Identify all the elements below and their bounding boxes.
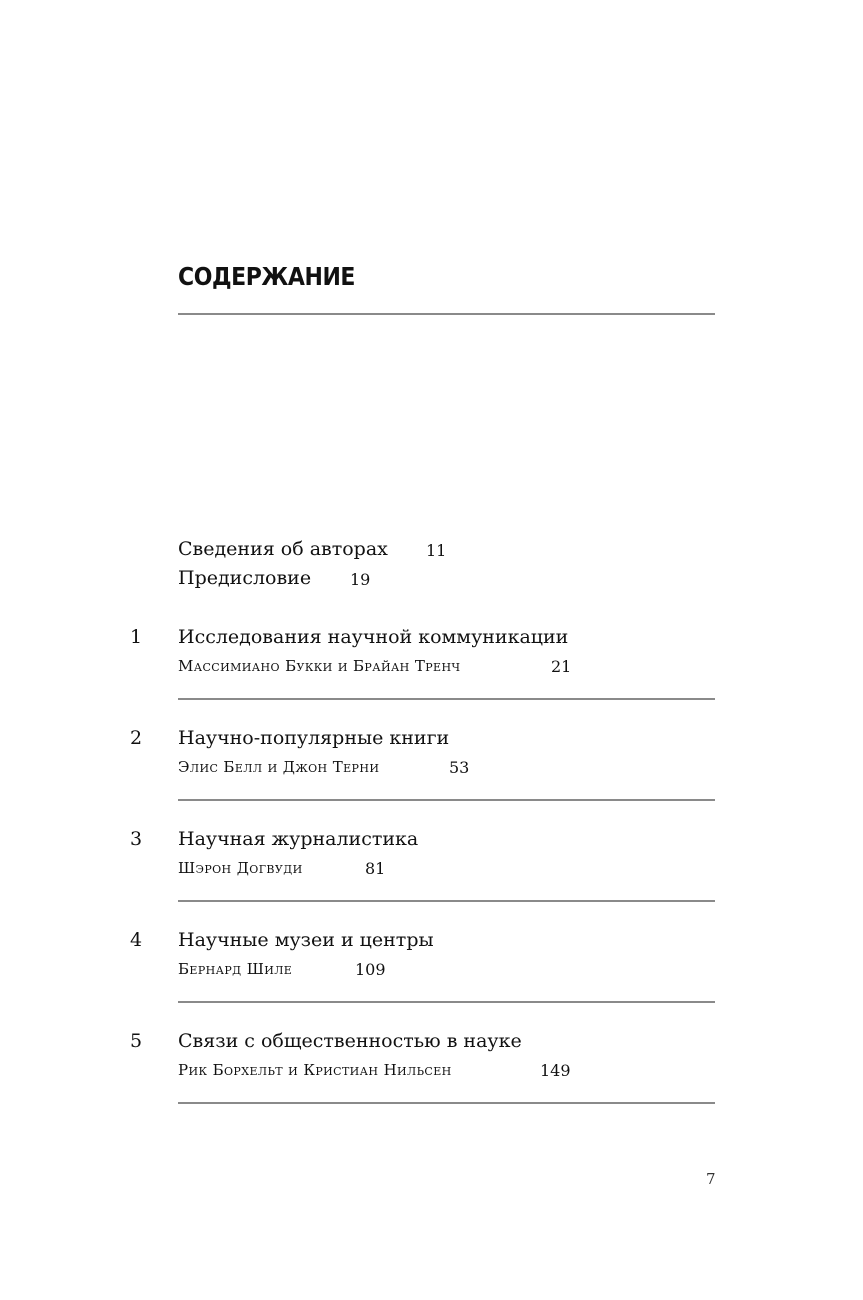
front-item-authors-info bbox=[178, 538, 447, 560]
front-item-title: Предисловие bbox=[178, 567, 312, 589]
chapter-rule bbox=[178, 1102, 715, 1104]
chapter-title: Исследования научной коммуникации bbox=[178, 626, 569, 648]
front-item-title: Сведения об авторах bbox=[178, 538, 388, 560]
chapter-authors: Массимиано Букки и Брайан Тренч bbox=[178, 657, 461, 675]
chapter-number: 2 bbox=[130, 727, 143, 749]
chapter-rule bbox=[178, 900, 715, 902]
chapter-title: Научно-популярные книги bbox=[178, 727, 450, 749]
chapter-title: Научные музеи и центры bbox=[178, 929, 434, 951]
chapter-title: Научная журналистика bbox=[178, 828, 419, 850]
chapter-rule bbox=[178, 799, 715, 801]
chapter-authors: Элис Белл и Джон Терни bbox=[178, 758, 380, 776]
chapter-authors: Бернард Шиле bbox=[178, 960, 293, 978]
chapter-title: Связи с общественностью в науке bbox=[178, 1030, 522, 1052]
front-item-preface bbox=[178, 567, 371, 589]
front-item-page: 11 bbox=[426, 541, 447, 560]
chapter-page: 21 bbox=[551, 657, 572, 676]
chapter-page: 81 bbox=[365, 859, 386, 878]
chapter-authors: Рик Борхельт и Кристиан Нильсен bbox=[178, 1061, 452, 1079]
chapter-number: 5 bbox=[130, 1030, 143, 1052]
chapter-page: 53 bbox=[449, 758, 470, 777]
front-item-page: 19 bbox=[350, 570, 371, 589]
chapter-rule bbox=[178, 1001, 715, 1003]
chapter-authors: Шэрон Догвуди bbox=[178, 859, 303, 877]
heading-rule bbox=[178, 313, 715, 315]
chapter-number: 3 bbox=[130, 828, 143, 850]
chapter-number: 1 bbox=[130, 626, 143, 648]
page-number: 7 bbox=[706, 1170, 716, 1188]
chapter-rule bbox=[178, 698, 715, 700]
chapter-page: 109 bbox=[355, 960, 386, 979]
chapter-number: 4 bbox=[130, 929, 143, 951]
toc-heading: СОДЕРЖАНИЕ bbox=[178, 262, 356, 291]
chapter-page: 149 bbox=[540, 1061, 571, 1080]
